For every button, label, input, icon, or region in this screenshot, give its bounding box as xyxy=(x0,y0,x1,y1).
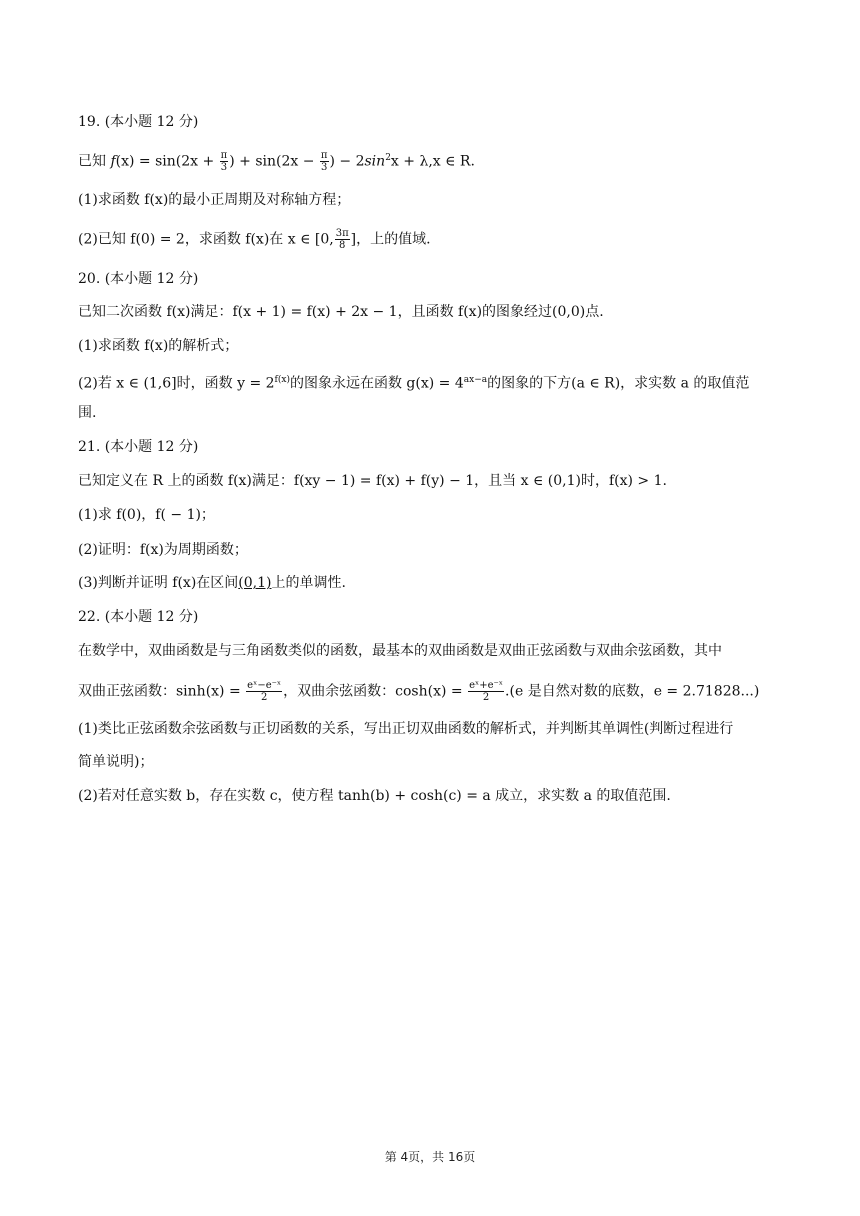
question-20-part-2: (2)若 x ∈ (1,6]时，函数 $y = 2^{f(x)}$的图象永远在函数 $g(x) = 4^{ax-a}$的图象的下方(a ∈ R)，求实数 a 的取值范 xyxy=(78,375,750,392)
question-21-part-2: (2)证明：f(x)为周期函数； xyxy=(78,542,248,558)
question-21-part-3: (3)判断并证明 f(x)在区间(0,1)上的单调性. xyxy=(78,575,346,591)
question-21-part-1: (1)求 f(0)，f( − 1)； xyxy=(78,507,215,523)
question-22-stem-line-2: 双曲正弦函数：sinh(x) = $\frac{\text{eˣ−e⁻ˣ}}{2}$ ，双曲余弦函数：cosh(x) = $\frac{\text{eˣ+e⁻ˣ}}{2}$ .(e 是自然对数的底数，e = 2.71828...) xyxy=(78,680,760,703)
page-footer: 第 4页，共 16页 xyxy=(384,1150,476,1164)
question-22-stem-line-1: 在数学中，双曲函数是与三角函数类似的函数，最基本的双曲函数是双曲正弦函数与双曲余弦函数，其中 xyxy=(78,643,722,659)
question-19-header: 19. (本小题 12 分) xyxy=(78,114,199,130)
question-22-header: 22. (本小题 12 分) xyxy=(78,609,199,625)
fraction-pi-over-3: $\frac{\pi}{3}$ xyxy=(320,150,328,174)
question-19-part-1: (1)求函数 f(x)的最小正周期及对称轴方程； xyxy=(78,192,351,208)
question-21-header: 21. (本小题 12 分) xyxy=(78,439,199,455)
fraction-3pi-over-8: $\frac{3\pi}{8}$ xyxy=(335,228,349,251)
question-19-part-2: (2)已知 f(0) = 2，求函数 f(x)在 x ∈ [0, $\frac{3\pi}{8}$ ]，上的值域. xyxy=(78,228,431,251)
question-19-stem: 已知 f(x) = sin(2x + $\frac{\pi}{3}$ ) + sin(2x − $\frac{\pi}{3}$ ) − $2\sin^2x + \lambda,x$ ∈ R. xyxy=(78,150,475,174)
question-20-header: 20. (本小题 12 分) xyxy=(78,271,199,287)
fraction-cosh: $\frac{\text{eˣ+e⁻ˣ}}{2}$ xyxy=(469,680,504,703)
question-22-part-2: (2)若对任意实数 b，存在实数 c，使方程 tanh(b) + cosh(c) = a 成立，求实数 a 的取值范围. xyxy=(78,788,671,804)
question-20-part-2-continued: 围. xyxy=(78,405,97,421)
fraction-sinh: $\frac{\text{eˣ−e⁻ˣ}}{2}$ xyxy=(247,680,282,703)
question-20-part-1: (1)求函数 f(x)的解析式； xyxy=(78,338,239,354)
question-21-stem: 已知定义在 R 上的函数 f(x)满足：f(xy − 1) = f(x) + f(y) − 1，且当 x ∈ (0,1)时，f(x) > 1. xyxy=(78,473,667,489)
question-20-stem: 已知二次函数 f(x)满足：f(x + 1) = f(x) + 2x − 1，且函数 f(x)的图象经过(0,0)点. xyxy=(78,304,604,320)
fraction-pi-over-3: $\frac{\pi}{3}$ xyxy=(220,150,228,174)
question-22-part-1: (1)类比正弦函数余弦函数与正切函数的关系，写出正切双曲函数的解析式，并判断其单调性(判断过程进行 xyxy=(78,721,734,737)
question-22-part-1-continued: 简单说明)； xyxy=(78,754,154,770)
